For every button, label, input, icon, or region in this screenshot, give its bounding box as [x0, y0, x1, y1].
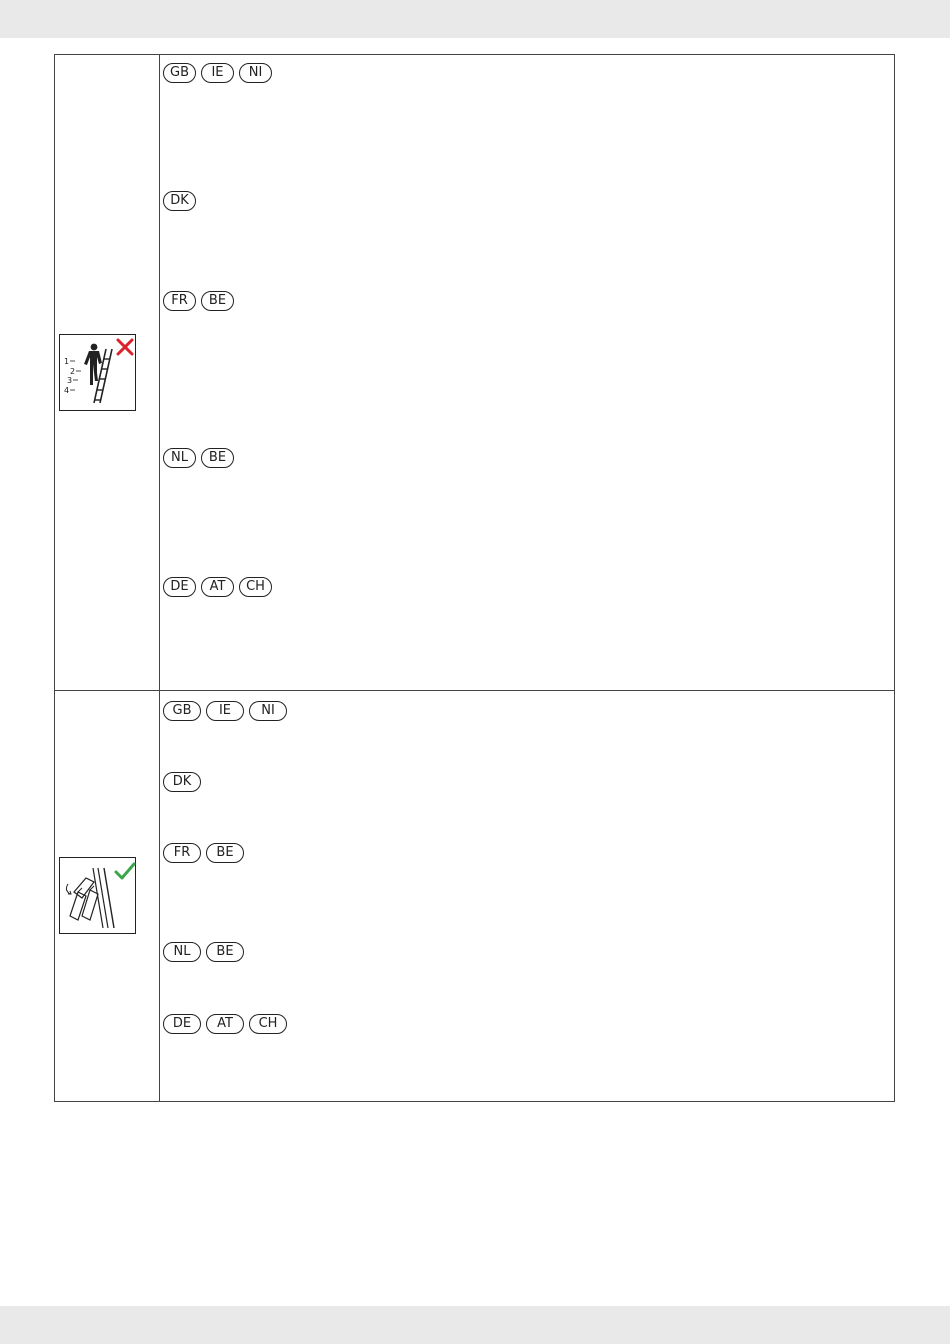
language-badge: NL: [163, 942, 201, 962]
language-badge: DE: [163, 577, 196, 597]
table-row-ladder-folding: [55, 691, 894, 1101]
language-badge: IE: [206, 701, 244, 721]
language-badge: GB: [163, 63, 196, 83]
step-number-3: 3: [67, 376, 73, 385]
language-group-de-at-ch: [163, 577, 272, 597]
language-badge: DE: [163, 1014, 201, 1034]
language-group-fr-be: [163, 291, 234, 311]
ladder-correct-fold-icon: [59, 857, 136, 934]
language-badge: NI: [249, 701, 287, 721]
language-badge: DK: [163, 191, 196, 211]
language-badge: BE: [206, 843, 244, 863]
language-badge: IE: [201, 63, 234, 83]
language-badge: DK: [163, 772, 201, 792]
language-badge: BE: [201, 448, 234, 468]
language-group-de-at-ch: [163, 1014, 287, 1034]
language-badge: FR: [163, 291, 196, 311]
ladder-climbing-prohibited-icon: [59, 334, 136, 411]
header-bar: [0, 0, 950, 38]
language-badge: NI: [239, 63, 272, 83]
language-badge: CH: [239, 577, 272, 597]
step-number-2: 2: [70, 367, 76, 376]
language-badge: FR: [163, 843, 201, 863]
language-group-gb-ie-ni: [163, 63, 272, 83]
language-group-dk: [163, 191, 196, 211]
language-group-gb-ie-ni: [163, 701, 287, 721]
language-badge: BE: [201, 291, 234, 311]
language-group-dk: [163, 772, 201, 792]
step-number-4: 4: [64, 386, 70, 395]
language-badge: CH: [249, 1014, 287, 1034]
language-group-nl-be: [163, 448, 234, 468]
green-check-icon: [116, 864, 134, 878]
language-badge: GB: [163, 701, 201, 721]
language-group-nl-be: [163, 942, 244, 962]
instruction-table: [54, 54, 895, 1102]
language-badge: NL: [163, 448, 196, 468]
language-group-fr-be: [163, 843, 244, 863]
language-badge: BE: [206, 942, 244, 962]
icon-column: [55, 55, 160, 690]
step-number-1: 1: [64, 357, 70, 366]
table-row-ladder-top-step: [55, 55, 894, 691]
icon-column: [55, 691, 160, 1101]
red-cross-icon: [118, 340, 132, 354]
footer-bar: [0, 1306, 950, 1344]
language-badge: AT: [206, 1014, 244, 1034]
language-badge: AT: [201, 577, 234, 597]
